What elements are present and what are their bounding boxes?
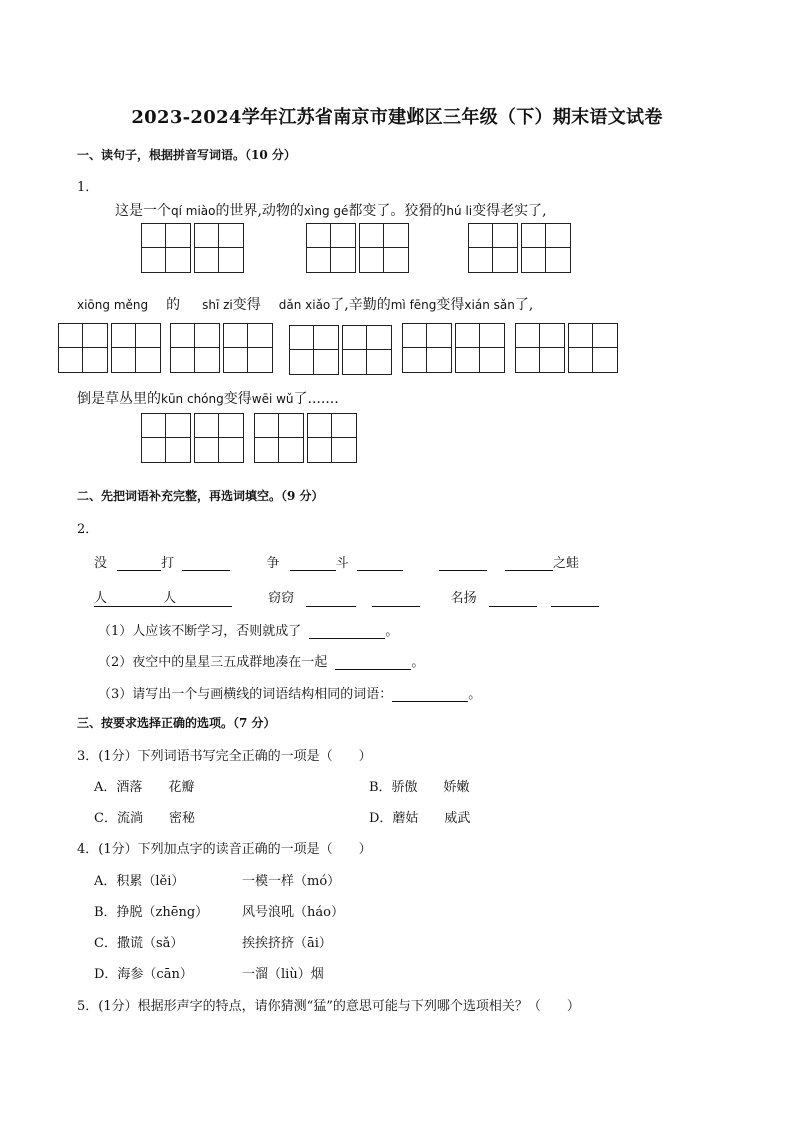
q4-option-c[interactable]: C．撒谎（sǎ）	[94, 936, 184, 951]
writing-grid-xingge[interactable]	[306, 223, 409, 273]
text: 倒是草丛里的	[77, 391, 161, 407]
underlined-text: 人	[94, 591, 108, 606]
q3-option-a[interactable]: A．酒落 花瓣	[94, 780, 195, 795]
pinyin: wēi wǔ	[251, 392, 294, 406]
tian-box[interactable]	[254, 413, 304, 463]
q4-option-b-second: 风号浪吼（háo）	[242, 905, 344, 920]
text: 了,辛勤的	[330, 297, 391, 313]
blank[interactable]	[290, 558, 336, 571]
blank[interactable]	[117, 558, 161, 571]
pinyin: kūn chóng	[161, 392, 224, 406]
blank[interactable]	[357, 558, 403, 571]
tian-box[interactable]	[521, 223, 571, 273]
tian-box[interactable]	[194, 413, 244, 463]
text: 了.......	[293, 391, 339, 407]
blank[interactable]	[306, 594, 356, 607]
tian-box[interactable]	[515, 323, 565, 373]
text: 变得	[232, 297, 261, 313]
writing-grid-shizi[interactable]	[170, 323, 273, 373]
tian-box[interactable]	[170, 323, 220, 373]
blank[interactable]	[392, 689, 468, 702]
text: 名扬	[450, 591, 477, 606]
tian-box[interactable]	[359, 223, 409, 273]
blank[interactable]	[505, 558, 553, 571]
pinyin: xìng gé	[303, 204, 349, 218]
blank[interactable]	[309, 626, 385, 639]
question-5-stem: 5．(1分）根据形声字的特点，请你猜测“猛”的意思可能与下列哪个选项相关？（ ）	[77, 999, 580, 1014]
question-3-stem: 3．(1分）下列词语书写完全正确的一项是（ ）	[77, 749, 372, 764]
text: （1）人应该不断学习，否则就成了	[98, 624, 302, 639]
blank[interactable]	[335, 657, 411, 670]
text: 打	[161, 556, 175, 571]
blank[interactable]	[439, 558, 487, 571]
text: 变得	[223, 391, 252, 407]
blank[interactable]	[176, 594, 232, 607]
text: 。	[385, 624, 399, 639]
tian-box[interactable]	[307, 413, 357, 463]
sentence-line-1	[115, 200, 547, 220]
text: 争	[266, 556, 280, 571]
tian-box[interactable]	[455, 323, 505, 373]
tian-box[interactable]	[194, 223, 244, 273]
blank[interactable]	[182, 558, 230, 571]
fill-row-2	[94, 587, 599, 607]
tian-box[interactable]	[58, 323, 108, 373]
q4-option-b[interactable]: B．挣脱（zhēng）	[94, 905, 209, 920]
text: 的世界,动物的	[215, 203, 304, 219]
sub-question-1	[98, 620, 398, 639]
text: 这是一个	[115, 203, 171, 219]
blank[interactable]	[551, 594, 599, 607]
question-1-number: 1．	[77, 180, 99, 195]
tian-box[interactable]	[111, 323, 161, 373]
blank[interactable]	[372, 594, 420, 607]
q3-option-d[interactable]: D．蘑姑 威武	[369, 811, 471, 826]
writing-grid-qimiao[interactable]	[141, 223, 244, 273]
text: 变得老实了,	[472, 203, 547, 219]
pinyin: shī zi	[202, 298, 233, 312]
q3-option-b[interactable]: B．骄傲 娇嫩	[369, 780, 470, 795]
writing-grid-kunchong[interactable]	[141, 413, 244, 463]
section-2-heading: 二、先把词语补充完整，再选词填空。（9 分）	[77, 489, 324, 503]
sentence-line-2	[77, 294, 533, 314]
text: 斗	[335, 556, 349, 571]
tian-box[interactable]	[141, 223, 191, 273]
writing-grid-xiongmeng[interactable]	[58, 323, 161, 373]
text: 了,	[514, 297, 534, 313]
text: 之蛙	[553, 556, 580, 571]
writing-grid-weiwu[interactable]	[254, 413, 357, 463]
q4-option-a[interactable]: A．积累（lěi）	[94, 874, 185, 889]
q4-option-a-second: 一模一样（mó）	[242, 874, 341, 889]
text: 。	[468, 687, 482, 702]
text: 都变了。狡猾的	[348, 203, 447, 219]
text: 没	[94, 556, 108, 571]
blank[interactable]	[489, 594, 537, 607]
text: 。	[411, 655, 425, 670]
sentence-line-3	[77, 388, 339, 408]
tian-box[interactable]	[306, 223, 356, 273]
text: 变得	[436, 297, 465, 313]
tian-box[interactable]	[402, 323, 452, 373]
text: 窃窃	[268, 591, 295, 606]
sub-question-2	[98, 651, 424, 670]
blank[interactable]	[107, 594, 163, 607]
pinyin: qí miào	[171, 204, 216, 218]
page-title: 2023-2024学年江苏省南京市建邺区三年级（下）期末语文试卷	[131, 107, 663, 128]
q4-option-d[interactable]: D．海参（cān）	[94, 967, 193, 982]
q4-option-d-second: 一溜（liù）烟	[242, 967, 324, 982]
tian-box[interactable]	[468, 223, 518, 273]
tian-box[interactable]	[223, 323, 273, 373]
writing-grid-xiansan[interactable]	[515, 323, 618, 373]
pinyin: hú li	[446, 204, 473, 218]
text: （2）夜空中的星星三五成群地凑在一起	[98, 655, 328, 670]
q3-option-c[interactable]: C．流淌 密秘	[94, 811, 195, 826]
pinyin: xiōng měng	[77, 298, 149, 312]
text: 的	[166, 297, 181, 313]
writing-grid-danxiao[interactable]	[289, 325, 392, 375]
section-3-heading: 三、按要求选择正确的选项。（7 分）	[77, 716, 276, 730]
pinyin: dǎn xiǎo	[278, 298, 331, 312]
tian-box[interactable]	[568, 323, 618, 373]
tian-box[interactable]	[289, 325, 339, 375]
fill-row-1	[94, 552, 579, 571]
tian-box[interactable]	[342, 325, 392, 375]
question-2-number: 2．	[77, 522, 99, 537]
question-4-stem: 4．(1分）下列加点字的读音正确的一项是（ ）	[77, 842, 372, 857]
q4-option-c-second: 挨挨挤挤（āi）	[242, 936, 332, 951]
underlined-text: 人	[163, 591, 177, 606]
tian-box[interactable]	[141, 413, 191, 463]
pinyin: mì fēng	[390, 298, 437, 312]
section-1-heading: 一、读句子，根据拼音写词语。（10 分）	[77, 148, 296, 162]
writing-grid-huli[interactable]	[468, 223, 571, 273]
writing-grid-mifeng[interactable]	[402, 323, 505, 373]
text: （3）请写出一个与画横线的词语结构相同的词语：	[98, 687, 393, 702]
pinyin: xián sǎn	[464, 298, 515, 312]
sub-question-3	[98, 683, 481, 702]
